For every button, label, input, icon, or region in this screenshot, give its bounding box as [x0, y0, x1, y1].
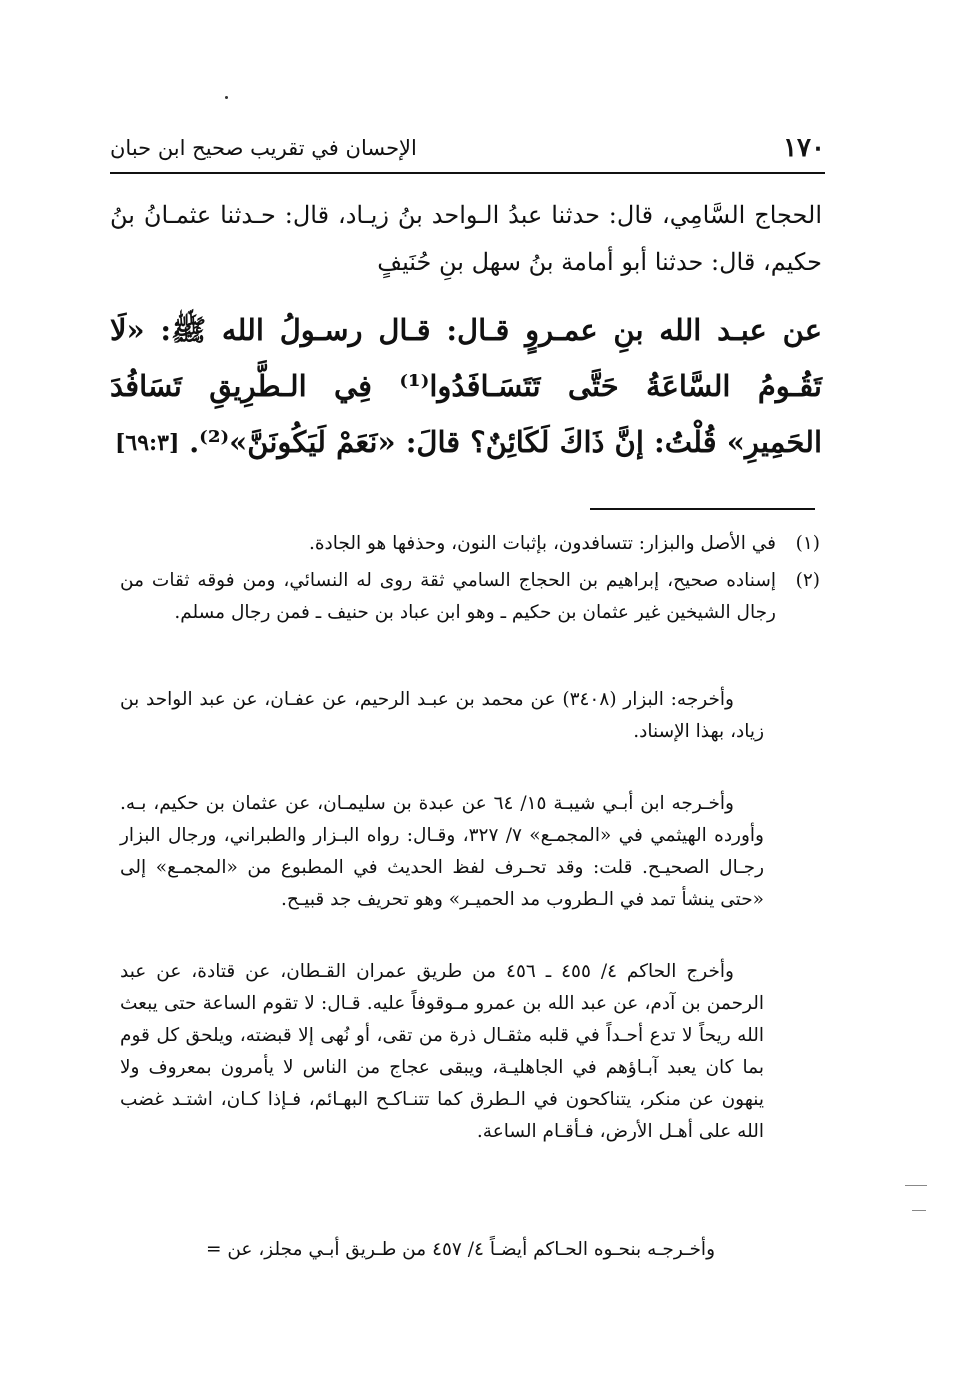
continuation-line: وأخـرجـه بنحـوه الحـاكم أيضـاً ٤/ ٤٥٧ من طـريق أبـي مجلز، عن = — [205, 1239, 715, 1260]
volume-reference: [٦٩:٣] — [115, 430, 180, 456]
scan-speck — [225, 96, 228, 99]
running-header — [110, 128, 825, 168]
footnote-number: (١) — [795, 533, 820, 554]
margin-mark — [905, 1185, 927, 1186]
footnote-paragraph: وأخـرجه ابن أبـي شيبـة ١٥/ ٦٤ عن عبدة بن سليمـان، عن عثمان بن حكيم، بـه. وأورده الهيثمي في «المجمـع» ٧/ ٣٢٧، وقـال: رواه البـزار والطبراني، ورجال البزار رجـال الصحيـح. قلت: وقد تحـرف لفظ الحديث في المطبوع من «المجمـع» إلى «حتى ينشأ تمد في الـطروب مد الحميـر» وهو تحريف جد قبيـح. — [120, 793, 764, 910]
footnote-text: في الأصل والبزار: تتسافدون، بإثبات النون، وحذفها هو الجادة. — [308, 533, 776, 554]
margin-mark — [912, 1210, 926, 1211]
isnad-text: الحجاج السَّامِي، قال: حدثنا عبدُ الـواحد بنُ زيـاد، قال: حـدثنا عثمـانُ بنُ حكيم، قال: حدثنا أبو أمامة بنُ سهل بنِ حُنَيفٍ — [110, 201, 822, 276]
footnote-text: إسناده صحيح، إبراهيم بن الحجاج السامي ثقة روى له النسائي، ومن فوقه ثقات من رجال الشيخين غير عثمان بن حكيم ـ وهو ابن عباد بن حنيف ـ فمن رجال مسلم. — [120, 570, 776, 623]
footnote-number: (٢) — [795, 570, 820, 591]
header-rule — [110, 172, 825, 174]
running-title: الإحسان في تقريب صحيح ابن حبان — [110, 136, 417, 160]
footnote-2 — [120, 565, 820, 665]
footnote-paragraph: وأخرج الحاكم ٤/ ٤٥٥ ـ ٤٥٦ من طريق عمران القـطان، عن قتادة، عن عبد الرحمن بن آدم، عن عبد الله بن عمرو مـوقوفاً عليه. قـال: لا تقوم الساعة حتى يبعث الله ريحاً لا تدع أحـداً في قلبه مثقـال ذرة من تقى، أو نُهى إلا قبضته، ويلحق كل قوم بما كان يعبد آبـاؤهم في الجاهليـة، ويبقى عجاج من الناس لا يأمرون بمعروف ولا ينهون عن منكر، يتناكحون في الـطرق كما تتنـاكـح البهـائم، فـإذا كـان، اشتـد غضب الله على أهـل الأرض، فـأقـام الساعة. — [120, 961, 764, 1142]
footnote-paragraph: وأخرجه: البزار (٣٤٠٨) عن محمد بن عبـد الرحيم، عن عفـان، عن عبد الواحد بن زياد، بهذا الإسناد. — [120, 689, 764, 742]
footnote-separator — [590, 508, 815, 510]
hadith-text: عن عبـد الله بنِ عمـروٍ قـال: قـال رسـولُ الله ﷺ: «لَا تَقُـومُ السَّاعَةُ حَتَّى تَتَسَـافَدُوا⁽¹⁾ فِي الـطَّرِيقِ تَسَافُدَ الحَمِيرِ» قُلْتُ: إنَّ ذَاكَ لَكَائِنٌ؟ قالَ: «نَعَمْ لَيَكُونَنَّ»⁽²⁾. — [110, 313, 823, 459]
page-number: ١٧٠ — [783, 133, 825, 163]
footnote-1 — [120, 528, 820, 560]
